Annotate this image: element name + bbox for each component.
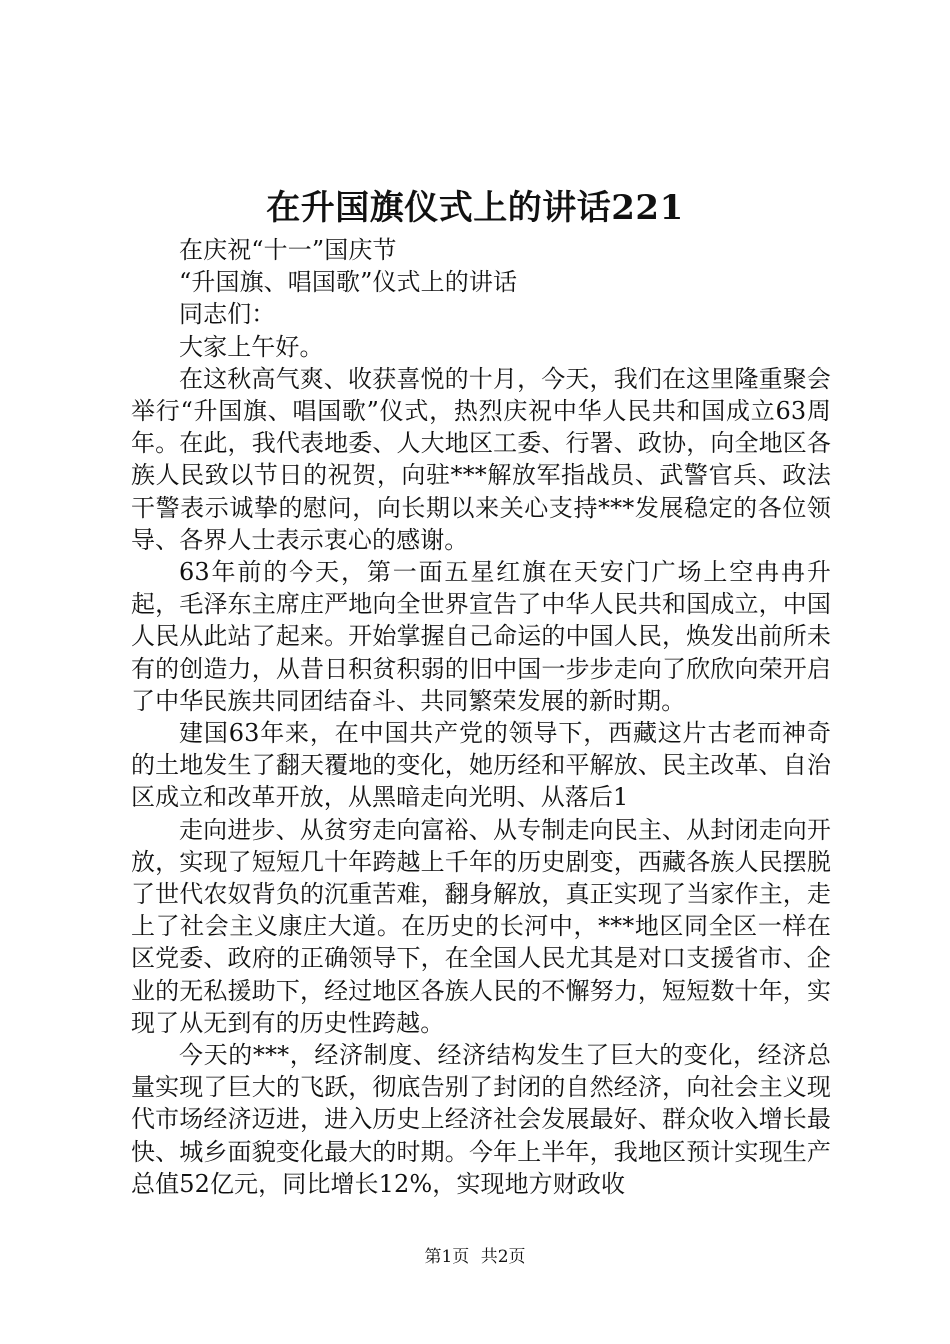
page-number: 第1页 [424,1247,470,1267]
page-footer [0,1245,950,1269]
document-body [131,234,831,1200]
heading-line-2: “升国旗、唱国歌”仪式上的讲话 [179,268,518,297]
body-paragraph: 在这秋高气爽、收获喜悦的十月，今天，我们在这里隆重聚会举行“升国旗、唱国歌”仪式，热烈庆祝中华人民共和国成立63周年。在此，我代表地委、人大地区工委、行署、政协，向全地区各族人民致以节日的祝贺，向驻***解放军指战员、武警官兵、政法干警表示诚挚的慰问，向长期以来关心支持***发展稳定的各位领导、各界人士表示衷心的感谢。 [131,364,831,554]
page-total: 共2页 [480,1247,526,1267]
greeting: 大家上午好。 [179,332,324,361]
body-paragraph: 63年前的今天，第一面五星红旗在天安门广场上空冉冉升起，毛泽东主席庄严地向全世界宣告了中华人民共和国成立，中国人民从此站了起来。开始掌握自己命运的中国人民，焕发出前所未有的创造力，从昔日积贫积弱的旧中国一步步走向了欣欣向荣开启了中华民族共同团结奋斗、共同繁荣发展的新时期。 [131,558,831,715]
body-paragraph: 建国63年来，在中国共产党的领导下，西藏这片古老而神奇的土地发生了翻天覆地的变化，她历经和平解放、民主改革、自治区成立和改革开放，从黑暗走向光明、从落后1 [131,719,831,812]
body-paragraph: 今天的***，经济制度、经济结构发生了巨大的变化，经济总量实现了巨大的飞跃，彻底告别了封闭的自然经济，向社会主义现代市场经济迈进，进入历史上经济社会发展最好、群众收入增长最快、城乡面貌变化最大的时期。今年上半年，我地区预计实现生产总值52亿元，同比增长12%，实现地方财政收 [131,1041,831,1198]
salutation: 同志们： [179,300,276,329]
page-title: 在升国旗仪式上的讲话221 [266,188,684,228]
body-paragraph: 走向进步、从贫穷走向富裕、从专制走向民主、从封闭走向开放，实现了短短几十年跨越上千年的历史剧变，西藏各族人民摆脱了世代农奴背负的沉重苦难，翻身解放，真正实现了当家作主，走上了社会主义康庄大道。在历史的长河中，***地区同全区一样在区党委、政府的正确领导下，在全国人民尤其是对口支援省市、企业的无私援助下，经过地区各族人民的不懈努力，短短数十年，实现了从无到有的历史性跨越。 [131,815,831,1037]
heading-line-1: 在庆祝“十一”国庆节 [179,236,397,264]
